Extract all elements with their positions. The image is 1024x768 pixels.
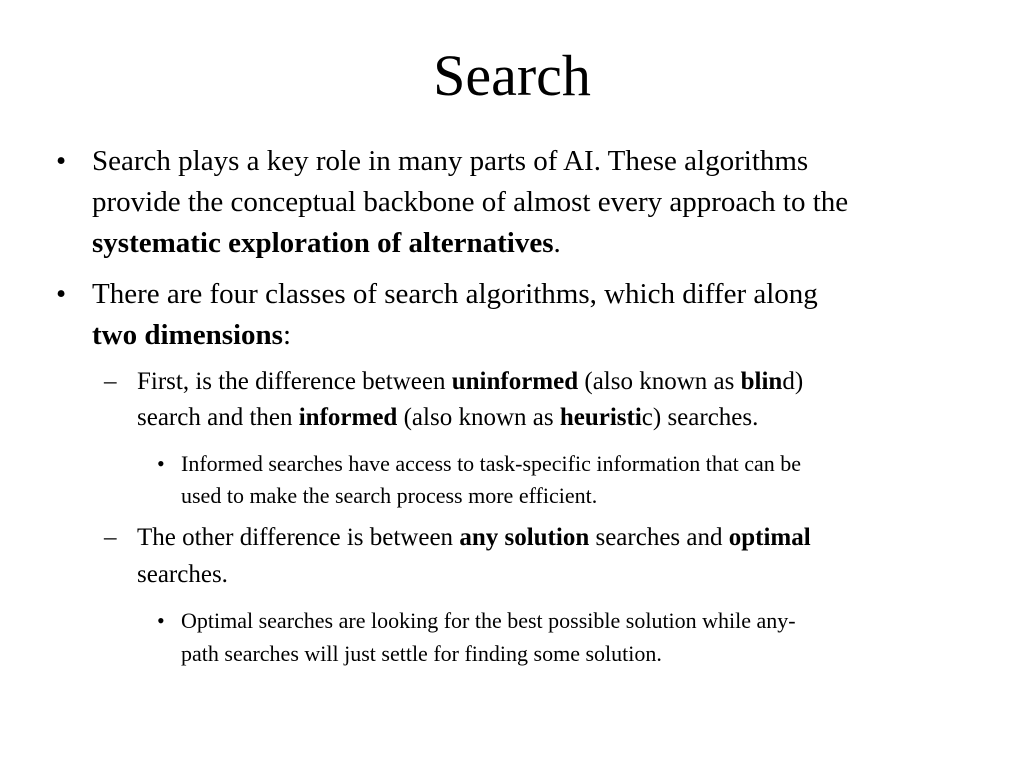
bullet-1-line-1: Search plays a key role in many parts of AI. These algorithms (92, 145, 809, 177)
slide-title: Search (433, 43, 591, 108)
sub-bullet-2-line-1: Optimal searches are looking for the best possible solution while any- (181, 608, 796, 633)
dash-marker: – (104, 524, 117, 551)
emphasis-any-solution: any solution (459, 524, 590, 551)
sub-bullet-marker: • (157, 608, 165, 633)
sub-bullet-1-line-2: used to make the search process more efficient. (181, 483, 598, 508)
text-segment: (also known as (578, 368, 741, 395)
emphasis-uninformed: uninformed (451, 368, 579, 395)
text-segment: First, is the difference between (137, 368, 452, 395)
emphasis-optimal: optimal (728, 524, 811, 551)
text-segment: d) (782, 368, 804, 395)
text-segment: search and then (137, 404, 299, 431)
bullet-2-colon: : (282, 319, 292, 351)
emphasis-heuristic: heuristi (559, 404, 642, 431)
dash-marker: – (104, 368, 117, 395)
bullet-1-line-2: provide the conceptual backbone of almost every approach to the (92, 186, 849, 218)
bullet-marker: • (56, 278, 67, 310)
emphasis-systematic-exploration: systematic exploration of alternatives (92, 227, 554, 259)
dash-1-line-2 (137, 404, 758, 432)
sub-bullet-2-line-2: path searches will just settle for finding some solution. (181, 641, 662, 666)
bullet-2-line-2 (92, 319, 291, 352)
bullet-2-line-1: There are four classes of search algorithms, which differ along (92, 278, 818, 310)
sub-bullet-marker: • (157, 451, 165, 476)
text-segment: The other difference is between (137, 524, 460, 551)
dash-2-line-2: searches. (137, 561, 228, 588)
emphasis-two-dimensions: two dimensions (92, 319, 283, 351)
emphasis-blind: blin (740, 368, 783, 395)
emphasis-informed: informed (298, 404, 398, 431)
text-segment: c) searches. (641, 404, 759, 431)
sub-bullet-1-line-1: Informed searches have access to task-specific information that can be (181, 451, 802, 476)
bullet-marker: • (56, 145, 67, 177)
text-segment: (also known as (397, 404, 560, 431)
dash-2-line-1 (137, 524, 811, 552)
dash-1-line-1 (137, 368, 803, 396)
bullet-1-period: . (553, 227, 561, 259)
text-segment: searches and (589, 524, 729, 551)
bullet-1-line-3 (92, 227, 561, 260)
